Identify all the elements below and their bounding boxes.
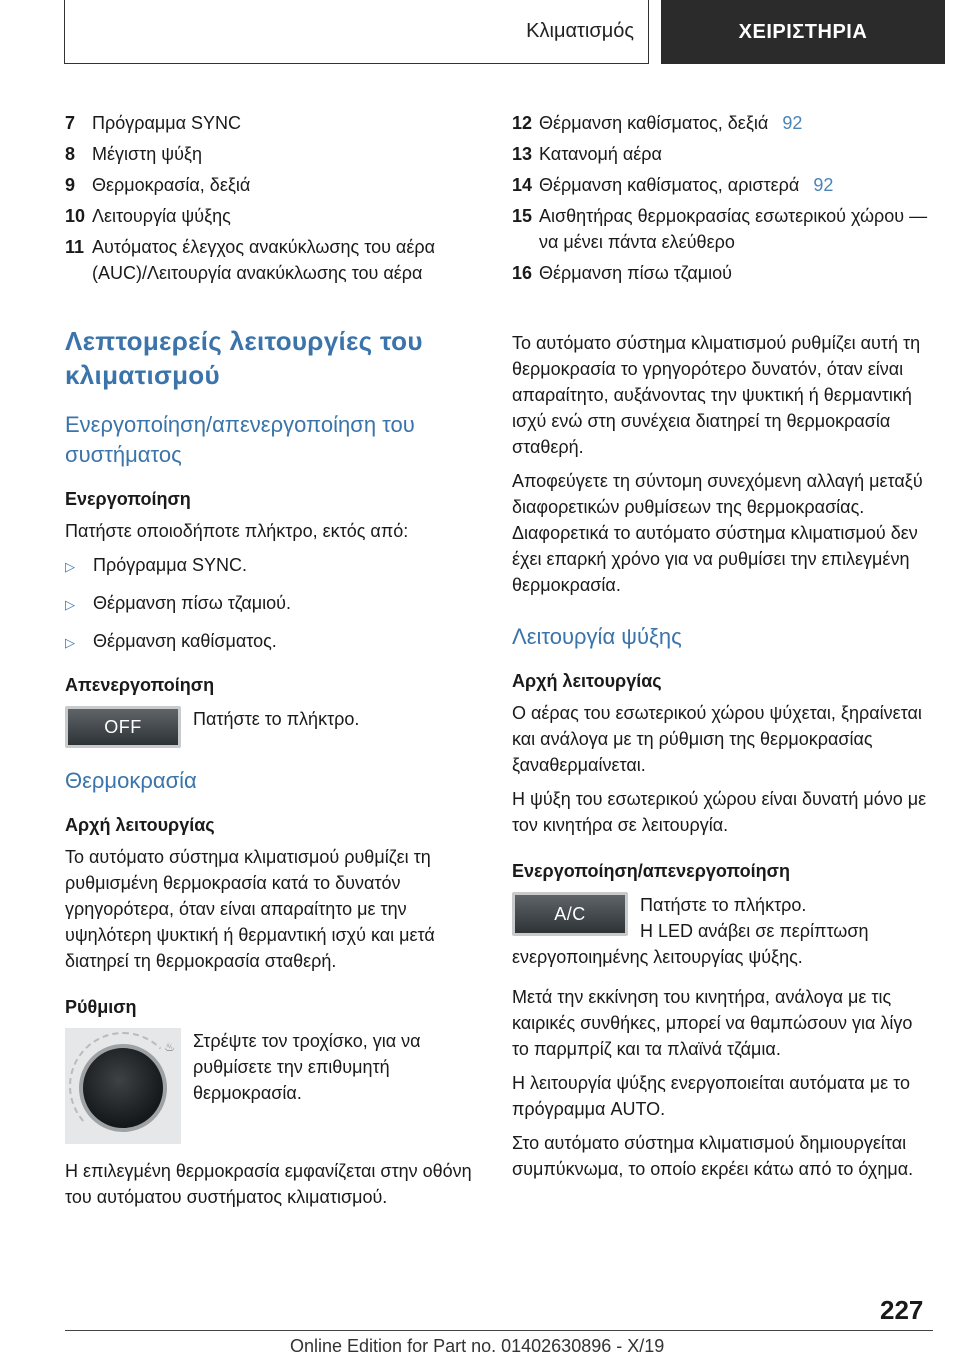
list-item: 16 Θέρμανση πίσω τζαμιού <box>512 263 732 283</box>
list-item: 14 Θέρμανση καθίσματος, αριστερά 92 <box>512 175 834 195</box>
heat-icon: ♨ <box>164 1040 175 1054</box>
list-item: ▷ Πρόγραμμα SYNC. <box>65 552 480 580</box>
ac-key-image: A/C <box>512 892 628 936</box>
triangle-bullet-icon: ▷ <box>65 635 75 650</box>
footer-divider <box>65 1330 933 1331</box>
temperature-knob-image <box>65 1028 181 1144</box>
cooling-paragraph-3: Μετά την εκκίνηση του κινητήρα, ανάλογα με τις καιρικές συνθήκες, μπορεί να θαμπώσουν για λίγο το παρμπρίζ και τα πλαϊνά τζάμια. <box>512 987 913 1059</box>
off-key-text: Πατήστε το πλήκτρο. <box>193 709 360 729</box>
list-item: ▷ Θέρμανση πίσω τζαμιού. <box>65 590 480 618</box>
principle-title: Αρχή λειτουργίας <box>65 815 215 835</box>
legend-list-left <box>65 110 480 286</box>
triangle-bullet-icon: ▷ <box>65 597 75 612</box>
ac-led-text: Η LED ανάβει σε περίπτωση ενεργοποιημένης λειτουργίας ψύξης. <box>512 921 869 967</box>
setting-title: Ρύθμιση <box>65 997 137 1017</box>
list-item: 13 Κατανομή αέρα <box>512 144 662 164</box>
left-column <box>65 110 480 1218</box>
chapter-header: Κλιματισμός <box>64 0 649 64</box>
cooling-activation-title: Ενεργοποίηση/απενεργοποίηση <box>512 861 790 881</box>
cooling-principle-text-2: Η ψύξη του εσωτερικού χώρου είναι δυνατή μόνο με τον κινητήρα σε λειτουργία. <box>512 789 927 835</box>
page-number: 227 <box>880 1295 924 1325</box>
principle-text: Το αυτόματο σύστημα κλιματισμού ρυθμίζει τη ρυθμισμένη θερμοκρασία κατά το δυνατόν γρηγορότερα, όταν είναι απαραίτητο με την υψηλότερη ψυκτική ή θερμαντική ισχύ και μετά διατηρεί τη θερμοκρασία σταθερή. <box>65 847 435 971</box>
off-key-row <box>65 706 480 748</box>
list-item: 15 Αισθητήρας θερμοκρασίας εσωτερικού χώρου — να μένει πάντα ελεύθερο <box>512 206 928 252</box>
section-header: ΧΕΙΡΙΣΤΗΡΙΑ <box>661 0 945 64</box>
section-title-cooling: Λειτουργία ψύξης <box>512 624 682 649</box>
list-item: 10 Λειτουργία ψύξης <box>65 206 231 226</box>
setting-after-text: Η επιλεγμένη θερμοκρασία εμφανίζεται στην οθόνη του αυτόματου συστήματος κλιματισμού. <box>65 1161 472 1207</box>
section-title-activation: Ενεργοποίηση/απενεργοποίηση του συστήματος <box>65 412 415 467</box>
main-title: Λεπτομερείς λειτουργίες του κλιματισμού <box>65 326 423 390</box>
cooling-paragraph-5: Στο αυτόματο σύστημα κλιματισμού δημιουργείται συμπύκνωμα, το οποίο εκρέει κάτω από το όχημα. <box>512 1133 914 1179</box>
cooling-principle-title: Αρχή λειτουργίας <box>512 671 662 691</box>
temperature-paragraph-1: Το αυτόματο σύστημα κλιματισμού ρυθμίζει αυτή τη θερμοκρασία το γρηγορότερο δυνατόν, όταν είναι απαραίτητο, αυξάνοντας την ψυκτική ή θερμαντική ισχύ ενώ στη συνέχεια διατηρεί τη θερμοκρασία σταθερή. <box>512 333 921 457</box>
temperature-paragraph-2: Αποφεύγετε τη σύντομη συνεχόμενη αλλαγή μεταξύ διαφορετικών ρυθμίσεων της θερμοκρασίας. Διαφορετικά το αυτόματο σύστημα κλιματισμού δεν έχει επαρκή χρόνο για να ρυθμίσει την επιλεγμένη θερμοκρασία. <box>512 471 923 595</box>
right-column <box>512 110 932 1190</box>
section-title-temperature: Θερμοκρασία <box>65 768 197 793</box>
cooling-paragraph-4: Η λειτουργία ψύξης ενεργοποιείται αυτόματα με το πρόγραμμα AUTO. <box>512 1073 910 1119</box>
cooling-principle-text: Ο αέρας του εσωτερικού χώρου ψύχεται, ξηραίνεται και ανάλογα με τη ρύθμιση της θερμοκρασίας ξαναθερμαίνεται. <box>512 703 922 775</box>
legend-list-right <box>512 110 932 286</box>
list-item: 9 Θερμοκρασία, δεξιά <box>65 175 251 195</box>
edition-text: Online Edition for Part no. 01402630896 - X/19 <box>290 1336 665 1356</box>
activation-title: Ενεργοποίηση <box>65 489 191 509</box>
list-item: ▷ Θέρμανση καθίσματος. <box>65 628 480 656</box>
page-reference-link[interactable]: 92 <box>813 175 834 195</box>
page-reference-link[interactable]: 92 <box>782 113 803 133</box>
triangle-bullet-icon: ▷ <box>65 559 75 574</box>
ac-key-text: Πατήστε το πλήκτρο. <box>640 895 807 915</box>
rotary-knob-icon <box>79 1044 167 1132</box>
list-item: 11 Αυτόματος έλεγχος ανακύκλωσης του αέρα (AUC)/Λειτουργία ανακύκλωσης του αέρα <box>65 237 436 283</box>
deactivation-title: Απενεργοποίηση <box>65 675 215 695</box>
list-item: 12 Θέρμανση καθίσματος, δεξιά 92 <box>512 113 803 133</box>
activation-text: Πατήστε οποιοδήποτε πλήκτρο, εκτός από: <box>65 521 409 541</box>
list-item: 7 Πρόγραμμα SYNC <box>65 113 242 133</box>
exception-list <box>65 552 480 656</box>
off-key-image: OFF <box>65 706 181 748</box>
list-item: 8 Μέγιστη ψύξη <box>65 144 202 164</box>
knob-row <box>65 1028 480 1144</box>
setting-text: Στρέψτε τον τροχίσκο, για να ρυθμίσετε την επιθυμητή θερμοκρασία. <box>193 1031 421 1103</box>
